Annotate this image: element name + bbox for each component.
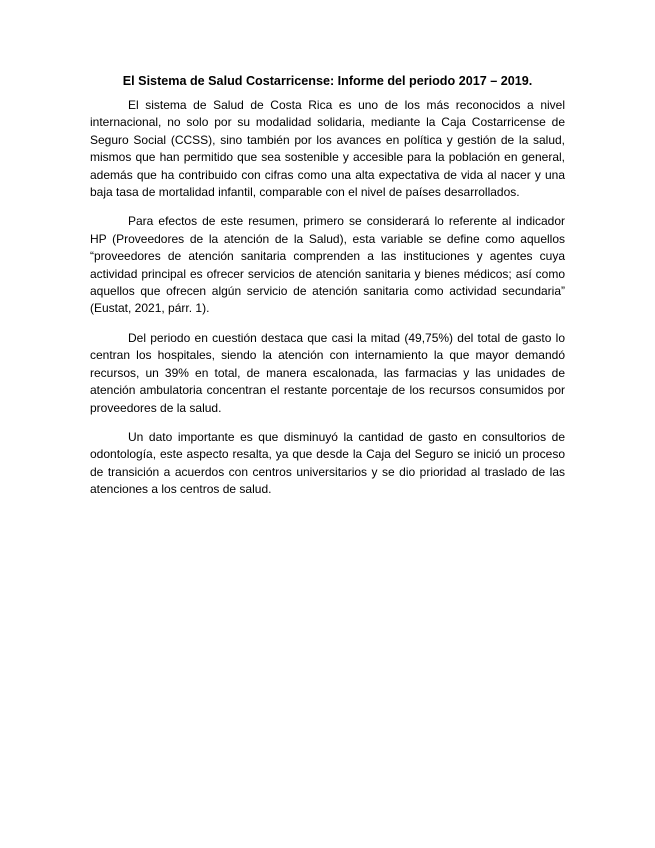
paragraph-period-spending: Del periodo en cuestión destaca que casi la mitad (49,75%) del total de gasto lo centran los hospitales, siendo la atención con internamiento la que mayor demandó recursos, un 39% en total, de manera escalonada, las farmacias y las unidades de atención ambulatoria concentran el restante porcentaje de los recursos consumidos por proveedores de la salud. (90, 330, 565, 415)
document-title: El Sistema de Salud Costarricense: Informe del periodo 2017 – 2019. (122, 74, 533, 88)
paragraph-hp-indicator: Para efectos de este resumen, primero se considerará lo referente al indicador HP (Proveedores de la atención de la Salud), esta variable se define como aquellos “proveedores de atención sanitaria comprenden a las instituciones y agentes cuya actividad principal es ofrecer servicios de atención sanitaria y bienes médicos; así como aquellos que ofrecen algún servicio de atención sanitaria como actividad secundaria” (Eustat, 2021, párr. 1). (90, 214, 565, 316)
paragraph-intro: El sistema de Salud de Costa Rica es uno de los más reconocidos a nivel internacional, no solo por su modalidad solidaria, mediante la Caja Costarricense de Seguro Social (CCSS), sino también por los avances en política y gestión de la salud, mismos que han permitido que sea sostenible y accesible para la población en general, además que ha contribuido con cifras como una alta expectativa de vida al nacer y una baja tasa de mortalidad infantil, comparable con el nivel de países desarrollados. (90, 98, 565, 200)
document-body (90, 73, 565, 511)
paragraph-dentistry: Un dato importante es que disminuyó la cantidad de gasto en consultorios de odontología, este aspecto resalta, ya que desde la Caja del Seguro se inició un proceso de transición a acuerdos con centros universitarios y se dio prioridad al traslado de las atenciones a los centros de salud. (90, 429, 565, 497)
